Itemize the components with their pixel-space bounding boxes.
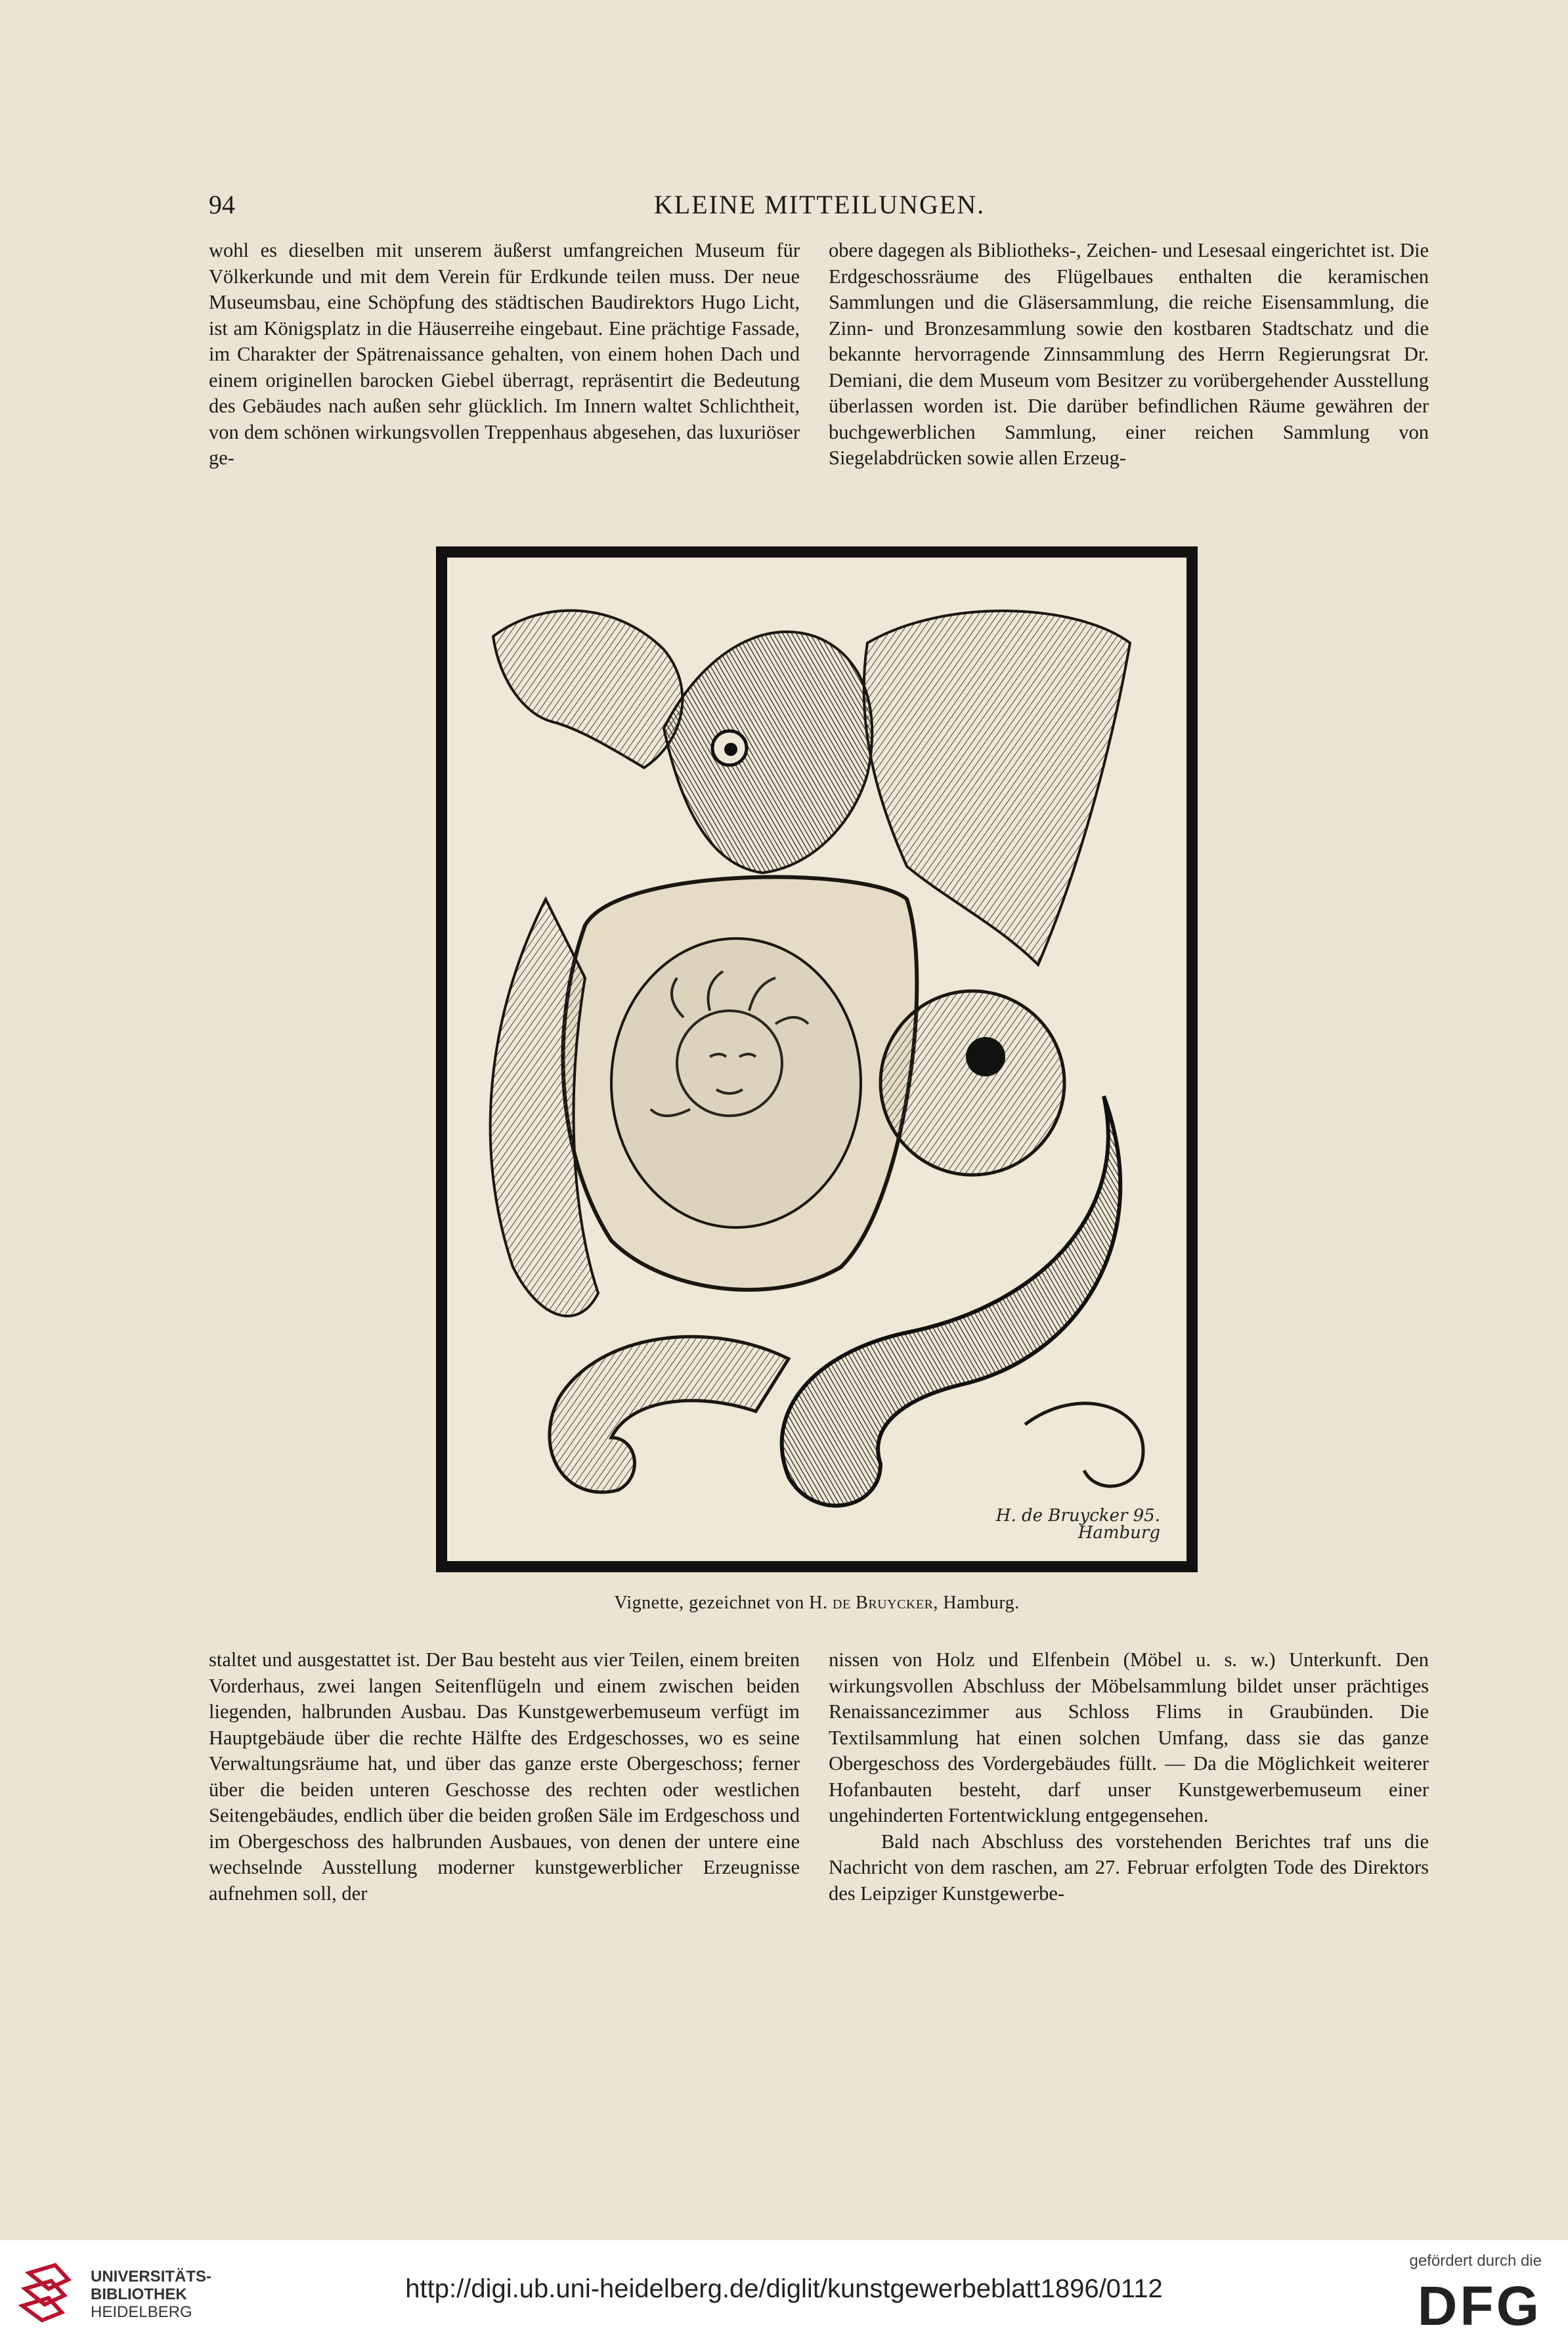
- paragraph: obere dagegen als Bibliotheks-, Zeichen- und Lesesaal eingerichtet ist. Die Erdgeschossräume des Flügelbaues enthalten die keramischen Sammlungen und die Gläsersammlung, die reiche Eisensammlung, die Zinn- und Bronzesammlung sowie den kostbaren Stadtschatz und die bekannte hervorragende Zinnsammlung des Herrn Regierungsrat Dr. Demiani, die dem Museum vom Besitzer zu vorübergehender Ausstellung überlassen worden ist. Die darüber befindlichen Räume gewähren der buchgewerblichen Sammlung, einer reichen Sammlung von Siegelabdrücken sowie allen Erzeug-: [829, 239, 1429, 469]
- library-line: HEIDELBERG: [91, 2303, 192, 2321]
- figure-caption: [436, 1593, 1198, 1614]
- library-line: UNIVERSITÄTS-: [91, 2268, 212, 2285]
- running-title: KLEINE MITTEILUNGEN.: [653, 190, 986, 219]
- paragraph: wohl es dieselben mit unserem äußerst umfangreichen Museum für Völkerkunde und mit dem Verein für Erdkunde teilen muss. Der neue Museumsbau, eine Schöpfung des städtischen Baudirektors Hugo Licht, ist am Königsplatz in die Häuserreihe eingebaut. Eine prächtige Fassade, im Charakter der Spätrenaissance gehalten, von einem hohen Dach und einem originellen barocken Giebel überragt, repräsentirt die Bedeutung des Gebäudes nach außen sehr glücklich. Im Innern waltet Schlichtheit, von dem schönen wirkungsvollen Treppenhaus abgesehen, das luxuriöser ge-: [209, 239, 800, 469]
- library-line: BIBLIOTHEK: [91, 2285, 187, 2303]
- dragon-body: [664, 632, 872, 873]
- caption-artist: de Bruycker: [833, 1593, 934, 1613]
- serpent-tail: [550, 1336, 789, 1492]
- signature-name: H. de Bruycker 95.: [995, 1506, 1160, 1526]
- acanthus-scroll-right: [1025, 1403, 1143, 1486]
- page-number: 94: [209, 190, 235, 219]
- dfg-logo[interactable]: DFG: [1417, 2275, 1542, 2337]
- permalink-url[interactable]: http://digi.ub.uni-heidelberg.de/diglit/kunstgewerbeblatt1896/0112: [405, 2274, 1163, 2303]
- funding-label: gefördert durch die: [1409, 2252, 1542, 2270]
- caption-suffix: , Hamburg.: [933, 1593, 1020, 1613]
- text-column-top-right: [829, 238, 1429, 472]
- text-column-bottom-right: [829, 1647, 1429, 1907]
- caption-prefix: Vignette, gezeichnet von H.: [614, 1593, 828, 1613]
- paragraph: staltet und ausgestattet ist. Der Bau besteht aus vier Teilen, einem breiten Vorderhaus, zwei langen Seitenflügeln und einem zwischen beiden liegenden, halbrunden Ausbau. Das Kunstgewerbemuseum verfügt im Hauptgebäude über die rechte Hälfte des Erdgeschosses, wo es seine Verwaltungsräume hat, und über das ganze erste Obergeschoss; ferner über die beiden unteren Geschosse des rechten oder westlichen Seitengebäudes, endlich über die beiden großen Säle im Erdgeschoss und im Obergeschoss des halbrunden Ausbaues, von denen der untere eine wechselnde Ausstellung moderner kunstgewerblicher Erzeugnisse aufnehmen soll, der: [209, 1648, 800, 1905]
- paragraph: Bald nach Abschluss des vorstehenden Berichtes traf uns die Nachricht von dem raschen, am 27. Februar erfolgten Tode des Direktors des Leipziger Kunstgewerbe-: [829, 1830, 1429, 1905]
- ornamental-ball: [881, 991, 1064, 1175]
- viewer-footer: [0, 2240, 1568, 2340]
- vignette-illustration: [445, 556, 1188, 1563]
- dragon-cartouche-drawing: [447, 558, 1187, 1561]
- page-header: [209, 189, 1430, 222]
- medallion: [611, 938, 861, 1227]
- dragon-left-wing: [493, 611, 682, 768]
- paragraph: nissen von Holz und Elfenbein (Möbel u. s. w.) Unterkunft. Den wirkungsvollen Abschluss der Möbelsammlung bildet unser prächtiges Renaissancezimmer aus Schloss Flims in Graubünden. Die Textilsammlung hat einen solchen Umfang, dass sie das ganze Obergeschoss des Vordergebäudes füllt. — Da die Möglichkeit weiterer Hofanbauten besteht, darf unser Kunstgewerbemuseum einer ungehinderten Fortentwicklung entgegensehen.: [829, 1648, 1429, 1826]
- signature-place: Hamburg: [1078, 1523, 1160, 1543]
- text-column-bottom-left: [209, 1647, 800, 1907]
- text-column-top-left: [209, 238, 800, 472]
- vignette-figure: [436, 546, 1198, 1572]
- artist-signature: [996, 1507, 1160, 1541]
